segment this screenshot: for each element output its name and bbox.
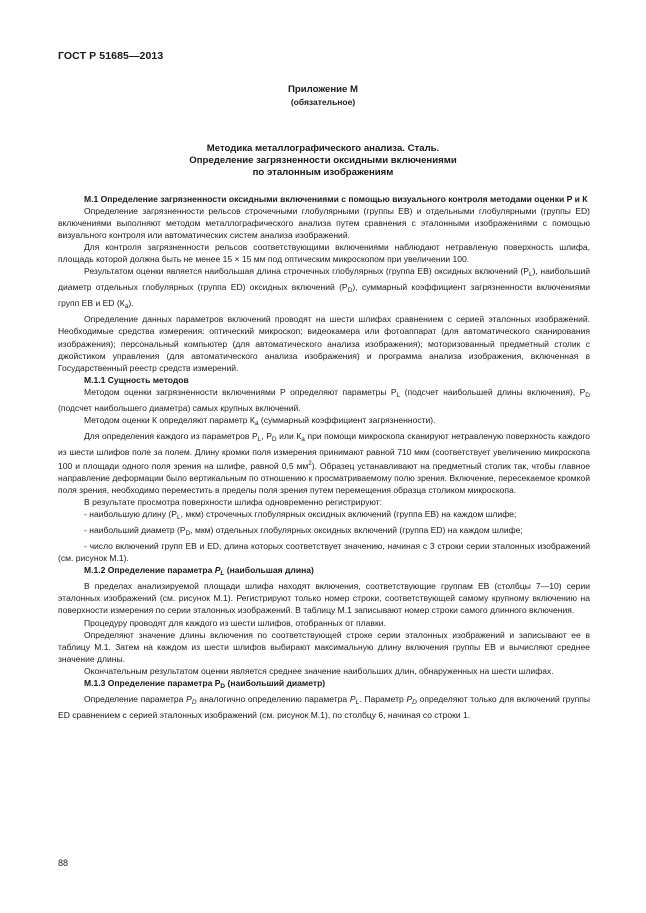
- doc-title-line3: по эталонным изображениям: [252, 167, 394, 178]
- list-item: - число включений групп ЕВ и ED, длина которых соответствует значению, начиная с 3 строки серии эталонных изображений (см. рисунок М.1).: [58, 541, 590, 564]
- standard-header: ГОСТ Р 51685—2013: [58, 50, 164, 62]
- section-heading-m13: М.1.3 Определение параметра $P_D$ (наибольший диаметр): [84, 677, 326, 690]
- section-heading-m11: М.1.1 Сущность методов: [84, 374, 189, 385]
- paragraph: Определение данных параметров включений проводят на шести шлифах сравнением с серией эталонных изображений. Необходимые средства измерения: оптический микроскоп; видеокамера или фотоаппарат (для автоматического сканирования изображения); персональный компьютер (для автоматического анализа изображения); моторизованный предметный столик с джойстиком управления (для автоматического анализа изображения) и программа анализа изображения, включенная в Государственный реестр средств измерений.: [58, 314, 590, 373]
- paragraph: В пределах анализируемой площади шлифа находят включения, соответствующие группам ЕВ (столбцы 7—10) серии эталонных изображений (см. рисунок М.1). Регистрируют только номер строки, соответствующей самому крупному включению на поверхности измерения по серии эталонных изображений. В таблицу М.1 записывают номер строки самого длинного включения.: [58, 581, 590, 616]
- paragraph: Определение загрязненности рельсов строчечными глобулярными (группы ЕВ) и отдельными глобулярными (группы ED) включениями выполняют методом металлографического анализа путем сравнения с эталонными изображениями с помощью визуального контроля или автоматических систем анализа изображений.: [58, 206, 590, 241]
- paragraph: Процедуру проводят для каждого из шести шлифов, отобранных от плавки.: [84, 617, 386, 628]
- appendix-status: (обязательное): [290, 97, 356, 107]
- body-text: [58, 193, 590, 721]
- paragraph: Окончательным результатом оценки является среднее значение наибольших длин, обнаруженных на шести шлифах.: [84, 665, 554, 676]
- paragraph: Для контроля загрязненности рельсов соответствующими включениями наблюдают нетравленую поверхность шлифа, площадь которой должна быть не менее 15 × 15 мм под оптическим микроскопом при увеличении 100.: [58, 242, 590, 265]
- page-number: 88: [58, 858, 69, 868]
- paragraph: Для определения каждого из параметров $P_L$, $P_D$ или $К_a$ при помощи микроскопа сканируют нетравленую поверхность каждого из шести шлифов поле за полем. Длину кромки поля измерения принимают равной 710 мкм (соответствует увеличению микроскопа 100 и площади одного поля зрения на шлифе, равной 0,5 $мм^2$). Образец устанавливают на предметный столик так, чтобы главное направление деформации было вертикальным по отношению к просматриваемому полю зрения. Включение, пересекаемое кромкой поля зрения, необходимо переместить в пределы поля зрения путем перемещения образца столиком микроскопа.: [58, 430, 590, 496]
- paragraph: Результатом оценки является наибольшая длина строчечных глобулярных (группа ЕВ) оксидных включений $(P_L)$, наибольший диаметр отдельных глобулярных (группа ED) оксидных включений $(P_D)$, суммарный коэффициент загрязненности включениями групп ЕВ и ED $(К_a)$.: [58, 266, 590, 311]
- list-item: - наибольшую длину ($P_L$, мкм) строчечных глобулярных оксидных включений (группа ЕВ) на каждом шлифе;: [84, 509, 517, 522]
- paragraph: Определение параметра $P_D$ аналогично определению параметра $P_L$. Параметр $P_D$ определяют только для включений группы ED сравнением с серией эталонных изображений (см. рисунок М.1), по столбцу 6, начиная со строки 1.: [58, 693, 590, 720]
- paragraph: Методом оценки К определяют параметр $К_a$ (суммарный коэффициент загрязненности).: [84, 414, 436, 427]
- doc-title-line1: Методика металлографического анализа. Сталь.: [206, 143, 440, 154]
- paragraph: В результате просмотра поверхности шлифа одновременно регистрируют:: [84, 497, 382, 508]
- paragraph: Определяют значение длины включения по соответствующей строке серии эталонных изображений и записывают ее в таблицу М.1. Затем на каждом из шести шлифов выбирают максимальную длину включения группы ЕВ и вычисляют среднее значение длины.: [58, 629, 590, 664]
- paragraph: Методом оценки загрязненности включениями Р определяют параметры $P_L$ (подсчет наибольшей длины включения), $P_D$ (подсчет наибольшего диаметра) самых крупных включений.: [58, 386, 590, 413]
- section-heading-m12: М.1.2 Определение параметра $P_L$ (наибольшая длина): [84, 565, 314, 578]
- list-item: - наибольший диаметр ($P_D$, мкм) отдельных глобулярных оксидных включений (группа ED) на каждом шлифе;: [84, 525, 523, 538]
- doc-title-line2: Определение загрязненности оксидными включениями: [189, 155, 457, 166]
- section-heading-m1: М.1 Определение загрязненности оксидными включениями с помощью визуального контроля методами оценки Р и К: [84, 194, 588, 204]
- appendix-title: Приложение М: [287, 84, 359, 95]
